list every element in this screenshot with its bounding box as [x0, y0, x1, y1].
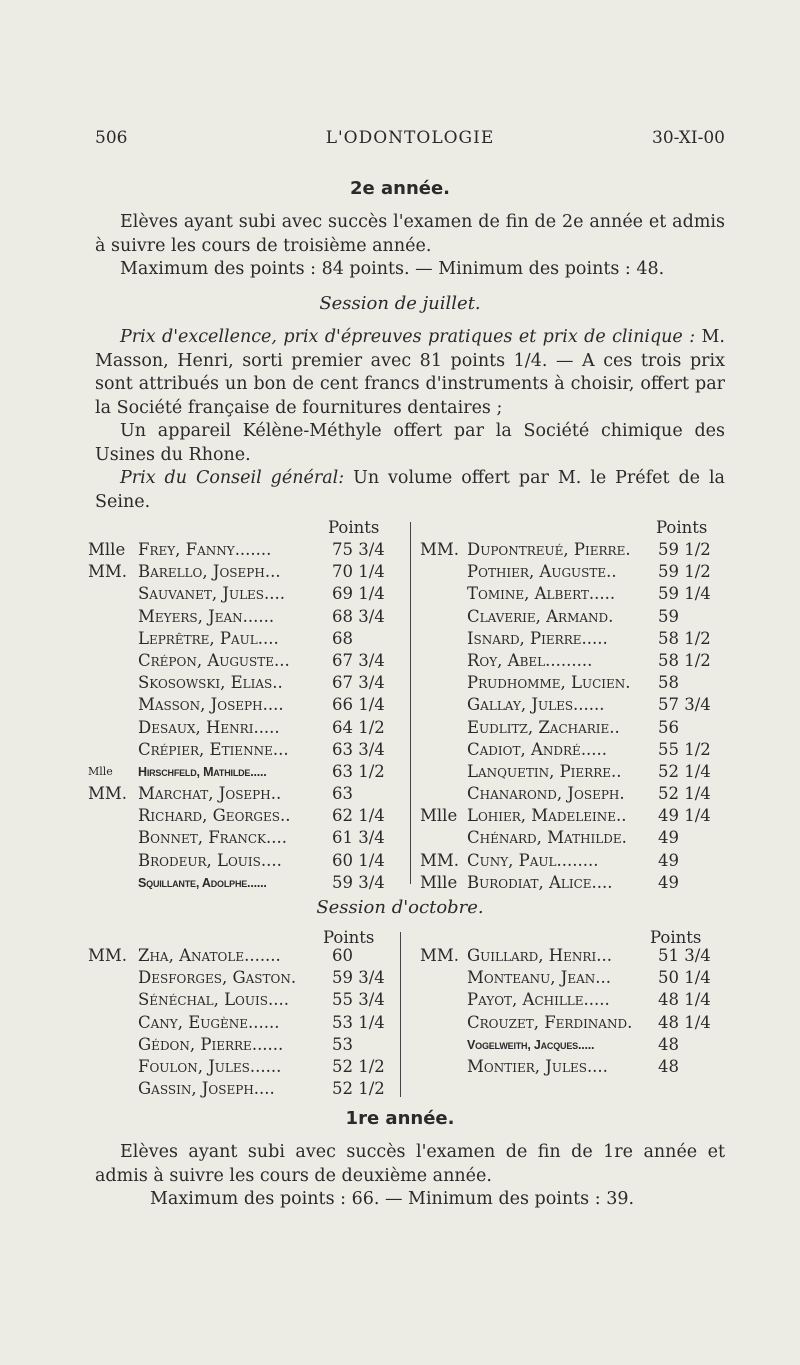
student-points: 70 1/4 [332, 562, 385, 582]
student-name: Lohier, Madeleine.. [467, 806, 627, 826]
section-1-intro [95, 1141, 725, 1212]
list-item [88, 539, 408, 561]
student-points: 59 1/4 [658, 584, 711, 604]
student-name: Cuny, Paul........ [467, 850, 599, 870]
list-item [420, 650, 740, 672]
list-item [88, 650, 408, 672]
column-divider [410, 522, 411, 884]
list-item [88, 628, 408, 650]
prize-excellence-label: Prix d'excellence, prix d'épreuves pratiques et prix de clinique : [120, 327, 696, 347]
section-2-intro [95, 211, 725, 282]
journal-title: L'ODONTOLOGIE [325, 128, 495, 148]
list-item [88, 583, 408, 605]
prize-conseil-label: Prix du Conseil général: [120, 468, 345, 488]
maxmin-text: Maximum des points : 84 points. — Minimum des points : 48. [120, 259, 665, 279]
student-name: Meyers, Jean...... [138, 606, 275, 626]
student-name: Marchat, Joseph.. [138, 784, 282, 804]
student-name: Dupontreué, Pierre. [467, 540, 631, 559]
student-points: 48 1/4 [658, 990, 711, 1010]
points-header-octobre-right: Points [650, 928, 702, 947]
student-name: Chénard, Mathilde. [467, 828, 627, 848]
list-item [88, 872, 408, 894]
prize-appareil: Un appareil Kélène-Méthyle offert par la Société chimique des Usines du Rhone. [95, 421, 725, 465]
list-item [420, 872, 740, 894]
student-points: 49 [658, 850, 679, 870]
student-name: Isnard, Pierre..... [467, 628, 608, 648]
session-juillet-heading: Session de juillet. [319, 293, 481, 314]
student-name: Sénéchal, Louis.... [138, 990, 289, 1010]
student-name: Foulon, Jules...... [138, 1056, 282, 1076]
student-points: 66 1/4 [332, 695, 385, 715]
student-name: Gédon, Pierre...... [138, 1034, 284, 1054]
list-item [420, 628, 740, 650]
student-name: Guillard, Henri... [467, 946, 612, 965]
maxmin-text-1re: Maximum des points : 66. — Minimum des points : 39. [150, 1189, 635, 1209]
student-points: 62 1/4 [332, 806, 385, 826]
list-item [88, 694, 408, 716]
list-item [420, 945, 740, 967]
list-item [88, 1078, 408, 1100]
student-name: Montier, Jules.... [467, 1056, 608, 1076]
prize-conseil-text: Un volume offert par M. le Préfet de la Seine. [95, 468, 725, 512]
list-item [420, 694, 740, 716]
student-name: Hirschfeld, Mathilde..... [138, 764, 267, 779]
prize-excellence [95, 326, 725, 420]
student-points: 67 3/4 [332, 673, 385, 693]
student-name: Claverie, Armand. [467, 606, 614, 626]
points-header-right: Points [656, 518, 708, 537]
section-title-2e-annee: 2e année. [349, 178, 451, 199]
section-title-1re-annee: 1re année. [345, 1108, 455, 1129]
list-item [420, 583, 740, 605]
session-octobre-heading: Session d'octobre. [316, 897, 484, 918]
student-points: 59 3/4 [332, 872, 385, 892]
juillet-right-list [420, 539, 740, 894]
student-points: 48 1/4 [658, 1012, 711, 1032]
student-name: Desforges, Gaston. [138, 968, 297, 988]
name-prefix: Mlle [420, 806, 458, 826]
name-prefix: MM. [88, 946, 128, 965]
intro-text-1re: Elèves ayant subi avec succès l'examen de fin de 1re année et admis à suivre les cours de deuxième année. [95, 1142, 725, 1186]
list-item [420, 989, 740, 1011]
list-item [420, 606, 740, 628]
student-name: Chanarond, Joseph. [467, 784, 625, 804]
issue-date: 30-XI-00 [652, 128, 725, 148]
student-points: 59 1/2 [658, 540, 711, 559]
name-prefix: MM. [420, 946, 460, 965]
name-prefix: MM. [88, 784, 128, 804]
list-item [88, 1012, 408, 1034]
student-name: Roy, Abel......... [467, 650, 593, 670]
student-points: 75 3/4 [332, 540, 385, 559]
student-name: Pothier, Auguste.. [467, 562, 617, 582]
student-points: 68 3/4 [332, 606, 385, 626]
juillet-left-list [88, 539, 408, 894]
student-points: 60 1/4 [332, 850, 385, 870]
student-points: 53 1/4 [332, 1012, 385, 1032]
student-points: 59 [658, 606, 679, 626]
prize-excellence-text: M. Masson, Henri, sorti premier avec 81 points 1/4. — A ces trois prix sont attribués un bon de cent francs d'instruments à choisir, offert par la Société française de fournitures dentaires ; [95, 327, 725, 418]
student-name: Zha, Anatole....... [138, 946, 281, 965]
student-points: 64 1/2 [332, 717, 385, 737]
student-points: 68 [332, 628, 353, 648]
student-points: 51 3/4 [658, 946, 711, 965]
student-name: Brodeur, Louis.... [138, 850, 282, 870]
list-item [88, 850, 408, 872]
student-points: 67 3/4 [332, 650, 385, 670]
student-points: 55 3/4 [332, 990, 385, 1010]
list-item [88, 1056, 408, 1078]
list-item [420, 672, 740, 694]
student-name: Barello, Joseph... [138, 562, 281, 582]
list-item [88, 606, 408, 628]
student-name: Eudlitz, Zacharie.. [467, 717, 620, 737]
student-name: Skosowski, Elias.. [138, 673, 283, 693]
list-item [88, 717, 408, 739]
student-points: 52 1/2 [332, 1079, 385, 1099]
list-item [420, 850, 740, 872]
student-points: 63 3/4 [332, 739, 385, 759]
list-item [88, 739, 408, 761]
student-name: Crépon, Auguste... [138, 650, 290, 670]
student-name: Desaux, Henri..... [138, 717, 280, 737]
student-points: 49 [658, 828, 679, 848]
list-item [88, 561, 408, 583]
list-item [420, 717, 740, 739]
list-item [420, 539, 740, 561]
student-points: 55 1/2 [658, 739, 711, 759]
list-item [420, 561, 740, 583]
list-item [88, 989, 408, 1011]
name-prefix: Mlle [88, 540, 126, 559]
student-name: Cany, Eugène...... [138, 1012, 280, 1032]
list-item [420, 805, 740, 827]
octobre-right-list [420, 945, 740, 1078]
list-item [88, 805, 408, 827]
list-item [420, 1034, 740, 1056]
student-name: Vogelweith, Jacques..... [467, 1037, 595, 1052]
student-name: Crépier, Etienne... [138, 739, 289, 759]
student-points: 49 1/4 [658, 806, 711, 826]
student-points: 48 [658, 1034, 679, 1054]
student-name: Prudhomme, Lucien. [467, 673, 631, 693]
student-name: Crouzet, Ferdinand. [467, 1012, 633, 1032]
student-points: 49 [658, 872, 679, 892]
name-prefix: MM. [88, 562, 128, 582]
list-item [88, 783, 408, 805]
student-name: Lanquetin, Pierre.. [467, 761, 622, 781]
list-item [88, 945, 408, 967]
student-points: 63 [332, 784, 353, 804]
name-prefix: MM. [420, 850, 460, 870]
student-name: Squillante, Adolphe...... [138, 875, 267, 890]
student-points: 57 3/4 [658, 695, 711, 715]
points-header-left: Points [328, 518, 380, 537]
list-item [420, 1012, 740, 1034]
student-points: 61 3/4 [332, 828, 385, 848]
list-item [88, 827, 408, 849]
intro-text: Elèves ayant subi avec succès l'examen de fin de 2e année et admis à suivre les cours de troisième année. [95, 212, 725, 256]
student-name: Sauvanet, Jules.... [138, 584, 286, 604]
student-name: Richard, Georges.. [138, 806, 291, 826]
prize-conseil [95, 467, 725, 514]
student-name: Masson, Joseph.... [138, 695, 284, 715]
list-item [88, 967, 408, 989]
list-item [420, 783, 740, 805]
octobre-left-list [88, 945, 408, 1100]
student-points: 59 3/4 [332, 968, 385, 988]
student-name: Monteanu, Jean... [467, 968, 612, 988]
student-points: 63 1/2 [332, 761, 385, 781]
student-name: Payot, Achille..... [467, 990, 610, 1010]
student-points: 59 1/2 [658, 562, 711, 582]
running-header [95, 128, 725, 156]
student-points: 60 [332, 946, 353, 965]
student-name: Tomine, Albert..... [467, 584, 616, 604]
student-points: 52 1/2 [332, 1056, 385, 1076]
student-points: 52 1/4 [658, 761, 711, 781]
name-prefix: MM. [420, 540, 460, 559]
student-points: 56 [658, 717, 679, 737]
student-points: 58 1/2 [658, 628, 711, 648]
student-points: 50 1/4 [658, 968, 711, 988]
name-prefix: Mlle [420, 872, 458, 892]
column-divider-octobre [400, 932, 401, 1097]
student-points: 58 [658, 673, 679, 693]
list-item [88, 672, 408, 694]
list-item [420, 967, 740, 989]
student-points: 53 [332, 1034, 353, 1054]
student-points: 48 [658, 1056, 679, 1076]
student-name: Gassin, Joseph.... [138, 1079, 275, 1099]
prizes-paragraph [95, 326, 725, 514]
student-points: 69 1/4 [332, 584, 385, 604]
student-name: Gallay, Jules...... [467, 695, 605, 715]
page-number: 506 [95, 128, 128, 148]
student-name: Leprêtre, Paul.... [138, 628, 279, 648]
list-item [420, 1056, 740, 1078]
list-item [420, 761, 740, 783]
student-name: Bonnet, Franck.... [138, 828, 287, 848]
list-item [88, 1034, 408, 1056]
student-name: Frey, Fanny....... [138, 540, 272, 559]
name-prefix: Mlle [88, 764, 113, 778]
list-item [420, 827, 740, 849]
student-points: 52 1/4 [658, 784, 711, 804]
student-name: Burodiat, Alice.... [467, 872, 613, 892]
student-points: 58 1/2 [658, 650, 711, 670]
points-header-octobre-left: Points [323, 928, 375, 947]
list-item [420, 739, 740, 761]
student-name: Cadiot, André..... [467, 739, 608, 759]
list-item [88, 761, 408, 783]
